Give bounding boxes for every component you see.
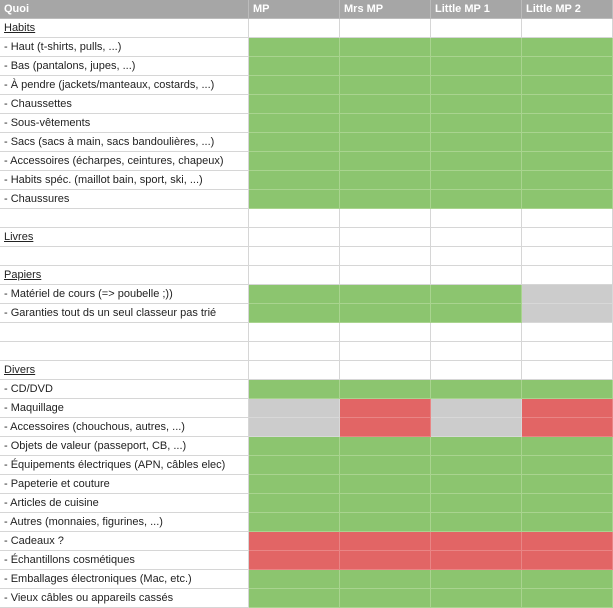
empty-label-cell[interactable]	[0, 342, 249, 361]
status-cell-little-mp-1[interactable]	[431, 494, 522, 513]
status-cell-little-mp-2[interactable]	[522, 475, 613, 494]
status-cell-mrs-mp[interactable]	[340, 342, 431, 361]
status-cell-little-mp-1[interactable]	[431, 95, 522, 114]
status-cell-mrs-mp[interactable]	[340, 76, 431, 95]
status-cell-little-mp-2[interactable]	[522, 114, 613, 133]
section-label[interactable]: Divers	[0, 361, 249, 380]
item-label[interactable]: - CD/DVD	[0, 380, 249, 399]
status-cell-little-mp-2[interactable]	[522, 285, 613, 304]
status-cell-mp[interactable]	[249, 456, 340, 475]
item-label[interactable]: - Habits spéc. (maillot bain, sport, ski, ...)	[0, 171, 249, 190]
status-cell-little-mp-1[interactable]	[431, 228, 522, 247]
status-cell-little-mp-2[interactable]	[522, 209, 613, 228]
status-cell-little-mp-1[interactable]	[431, 361, 522, 380]
status-cell-little-mp-2[interactable]	[522, 247, 613, 266]
status-cell-little-mp-2[interactable]	[522, 152, 613, 171]
status-cell-little-mp-2[interactable]	[522, 342, 613, 361]
status-cell-little-mp-2[interactable]	[522, 380, 613, 399]
empty-label-cell[interactable]	[0, 323, 249, 342]
header-mrs-mp[interactable]: Mrs MP	[340, 0, 431, 19]
status-cell-little-mp-2[interactable]	[522, 38, 613, 57]
status-cell-little-mp-2[interactable]	[522, 19, 613, 38]
status-cell-little-mp-2[interactable]	[522, 228, 613, 247]
status-cell-little-mp-1[interactable]	[431, 570, 522, 589]
status-cell-little-mp-1[interactable]	[431, 399, 522, 418]
status-cell-little-mp-1[interactable]	[431, 456, 522, 475]
status-cell-mrs-mp[interactable]	[340, 570, 431, 589]
status-cell-mrs-mp[interactable]	[340, 304, 431, 323]
status-cell-little-mp-1[interactable]	[431, 19, 522, 38]
status-cell-little-mp-1[interactable]	[431, 532, 522, 551]
status-cell-mrs-mp[interactable]	[340, 380, 431, 399]
header-mp[interactable]: MP	[249, 0, 340, 19]
status-cell-mp[interactable]	[249, 38, 340, 57]
status-cell-little-mp-1[interactable]	[431, 114, 522, 133]
item-label[interactable]: - Équipements électriques (APN, câbles elec)	[0, 456, 249, 475]
status-cell-little-mp-1[interactable]	[431, 133, 522, 152]
status-cell-little-mp-1[interactable]	[431, 437, 522, 456]
status-cell-little-mp-1[interactable]	[431, 190, 522, 209]
status-cell-little-mp-2[interactable]	[522, 323, 613, 342]
item-label[interactable]: - Haut (t-shirts, pulls, ...)	[0, 38, 249, 57]
status-cell-mrs-mp[interactable]	[340, 38, 431, 57]
status-cell-little-mp-2[interactable]	[522, 589, 613, 608]
section-label[interactable]: Papiers	[0, 266, 249, 285]
item-label[interactable]: - Garanties tout ds un seul classeur pas trié	[0, 304, 249, 323]
status-cell-mp[interactable]	[249, 285, 340, 304]
status-cell-mrs-mp[interactable]	[340, 532, 431, 551]
item-label[interactable]: - Sacs (sacs à main, sacs bandoulières, ...)	[0, 133, 249, 152]
status-cell-little-mp-1[interactable]	[431, 304, 522, 323]
status-cell-little-mp-2[interactable]	[522, 95, 613, 114]
status-cell-little-mp-1[interactable]	[431, 76, 522, 95]
status-cell-mp[interactable]	[249, 95, 340, 114]
status-cell-little-mp-1[interactable]	[431, 152, 522, 171]
status-cell-mrs-mp[interactable]	[340, 437, 431, 456]
status-cell-little-mp-2[interactable]	[522, 513, 613, 532]
status-cell-little-mp-2[interactable]	[522, 418, 613, 437]
status-cell-mp[interactable]	[249, 437, 340, 456]
status-cell-little-mp-1[interactable]	[431, 342, 522, 361]
status-cell-little-mp-2[interactable]	[522, 76, 613, 95]
status-cell-mrs-mp[interactable]	[340, 152, 431, 171]
status-cell-mrs-mp[interactable]	[340, 456, 431, 475]
item-label[interactable]: - Emballages électroniques (Mac, etc.)	[0, 570, 249, 589]
status-cell-mrs-mp[interactable]	[340, 589, 431, 608]
status-cell-mp[interactable]	[249, 57, 340, 76]
status-cell-little-mp-1[interactable]	[431, 171, 522, 190]
status-cell-mrs-mp[interactable]	[340, 57, 431, 76]
status-cell-mp[interactable]	[249, 171, 340, 190]
status-cell-mrs-mp[interactable]	[340, 171, 431, 190]
status-cell-little-mp-1[interactable]	[431, 266, 522, 285]
status-cell-mp[interactable]	[249, 247, 340, 266]
status-cell-mrs-mp[interactable]	[340, 133, 431, 152]
item-label[interactable]: - Objets de valeur (passeport, CB, ...)	[0, 437, 249, 456]
status-cell-mp[interactable]	[249, 114, 340, 133]
status-cell-little-mp-2[interactable]	[522, 190, 613, 209]
status-cell-little-mp-2[interactable]	[522, 437, 613, 456]
status-cell-mp[interactable]	[249, 494, 340, 513]
status-cell-mrs-mp[interactable]	[340, 513, 431, 532]
status-cell-mrs-mp[interactable]	[340, 209, 431, 228]
item-label[interactable]: - Cadeaux ?	[0, 532, 249, 551]
status-cell-mp[interactable]	[249, 209, 340, 228]
status-cell-mp[interactable]	[249, 570, 340, 589]
status-cell-little-mp-1[interactable]	[431, 247, 522, 266]
status-cell-little-mp-2[interactable]	[522, 361, 613, 380]
status-cell-little-mp-1[interactable]	[431, 380, 522, 399]
empty-label-cell[interactable]	[0, 247, 249, 266]
item-label[interactable]: - Articles de cuisine	[0, 494, 249, 513]
status-cell-mp[interactable]	[249, 190, 340, 209]
status-cell-mrs-mp[interactable]	[340, 285, 431, 304]
item-label[interactable]: - Accessoires (écharpes, ceintures, chapeux)	[0, 152, 249, 171]
item-label[interactable]: - Papeterie et couture	[0, 475, 249, 494]
status-cell-mp[interactable]	[249, 323, 340, 342]
status-cell-little-mp-1[interactable]	[431, 418, 522, 437]
status-cell-mp[interactable]	[249, 551, 340, 570]
status-cell-mrs-mp[interactable]	[340, 551, 431, 570]
status-cell-little-mp-2[interactable]	[522, 133, 613, 152]
status-cell-mp[interactable]	[249, 19, 340, 38]
status-cell-mrs-mp[interactable]	[340, 399, 431, 418]
status-cell-mp[interactable]	[249, 266, 340, 285]
status-cell-mrs-mp[interactable]	[340, 114, 431, 133]
header-quoi[interactable]: Quoi	[0, 0, 249, 19]
status-cell-mrs-mp[interactable]	[340, 494, 431, 513]
status-cell-little-mp-1[interactable]	[431, 57, 522, 76]
status-cell-mrs-mp[interactable]	[340, 418, 431, 437]
item-label[interactable]: - Bas (pantalons, jupes, ...)	[0, 57, 249, 76]
item-label[interactable]: - Échantillons cosmétiques	[0, 551, 249, 570]
status-cell-mp[interactable]	[249, 133, 340, 152]
status-cell-mp[interactable]	[249, 361, 340, 380]
item-label[interactable]: - Maquillage	[0, 399, 249, 418]
status-cell-mp[interactable]	[249, 513, 340, 532]
section-label[interactable]: Livres	[0, 228, 249, 247]
status-cell-little-mp-1[interactable]	[431, 323, 522, 342]
status-cell-mp[interactable]	[249, 418, 340, 437]
status-cell-mp[interactable]	[249, 589, 340, 608]
item-label[interactable]: - Chaussettes	[0, 95, 249, 114]
header-little-mp-2[interactable]: Little MP 2	[522, 0, 613, 19]
item-label[interactable]: - Matériel de cours (=> poubelle ;))	[0, 285, 249, 304]
status-cell-mrs-mp[interactable]	[340, 361, 431, 380]
status-cell-little-mp-1[interactable]	[431, 38, 522, 57]
status-cell-little-mp-1[interactable]	[431, 551, 522, 570]
item-label[interactable]: - À pendre (jackets/manteaux, costards, ...)	[0, 76, 249, 95]
status-cell-little-mp-2[interactable]	[522, 494, 613, 513]
item-label[interactable]: - Sous-vêtements	[0, 114, 249, 133]
section-label[interactable]: Habits	[0, 19, 249, 38]
status-cell-mp[interactable]	[249, 76, 340, 95]
status-cell-mp[interactable]	[249, 475, 340, 494]
item-label[interactable]: - Accessoires (chouchous, autres, ...)	[0, 418, 249, 437]
status-cell-mp[interactable]	[249, 304, 340, 323]
status-cell-mrs-mp[interactable]	[340, 266, 431, 285]
status-cell-little-mp-1[interactable]	[431, 209, 522, 228]
status-cell-little-mp-2[interactable]	[522, 171, 613, 190]
status-cell-mp[interactable]	[249, 532, 340, 551]
status-cell-mrs-mp[interactable]	[340, 475, 431, 494]
status-cell-mrs-mp[interactable]	[340, 323, 431, 342]
item-label[interactable]: - Chaussures	[0, 190, 249, 209]
status-cell-mrs-mp[interactable]	[340, 95, 431, 114]
status-cell-little-mp-2[interactable]	[522, 532, 613, 551]
status-cell-mp[interactable]	[249, 380, 340, 399]
status-cell-little-mp-2[interactable]	[522, 57, 613, 76]
status-cell-little-mp-1[interactable]	[431, 513, 522, 532]
status-cell-mrs-mp[interactable]	[340, 190, 431, 209]
status-cell-little-mp-2[interactable]	[522, 266, 613, 285]
status-cell-mrs-mp[interactable]	[340, 19, 431, 38]
status-cell-mp[interactable]	[249, 399, 340, 418]
status-cell-mp[interactable]	[249, 152, 340, 171]
status-cell-mp[interactable]	[249, 342, 340, 361]
status-cell-little-mp-2[interactable]	[522, 456, 613, 475]
status-cell-mp[interactable]	[249, 228, 340, 247]
status-cell-little-mp-2[interactable]	[522, 304, 613, 323]
status-cell-little-mp-1[interactable]	[431, 285, 522, 304]
status-cell-little-mp-2[interactable]	[522, 399, 613, 418]
status-cell-little-mp-2[interactable]	[522, 551, 613, 570]
item-label[interactable]: - Vieux câbles ou appareils cassés	[0, 589, 249, 608]
empty-label-cell[interactable]	[0, 209, 249, 228]
status-cell-little-mp-1[interactable]	[431, 589, 522, 608]
header-little-mp-1[interactable]: Little MP 1	[431, 0, 522, 19]
status-cell-little-mp-1[interactable]	[431, 475, 522, 494]
status-cell-mrs-mp[interactable]	[340, 228, 431, 247]
status-cell-little-mp-2[interactable]	[522, 570, 613, 589]
status-cell-mrs-mp[interactable]	[340, 247, 431, 266]
item-label[interactable]: - Autres (monnaies, figurines, ...)	[0, 513, 249, 532]
